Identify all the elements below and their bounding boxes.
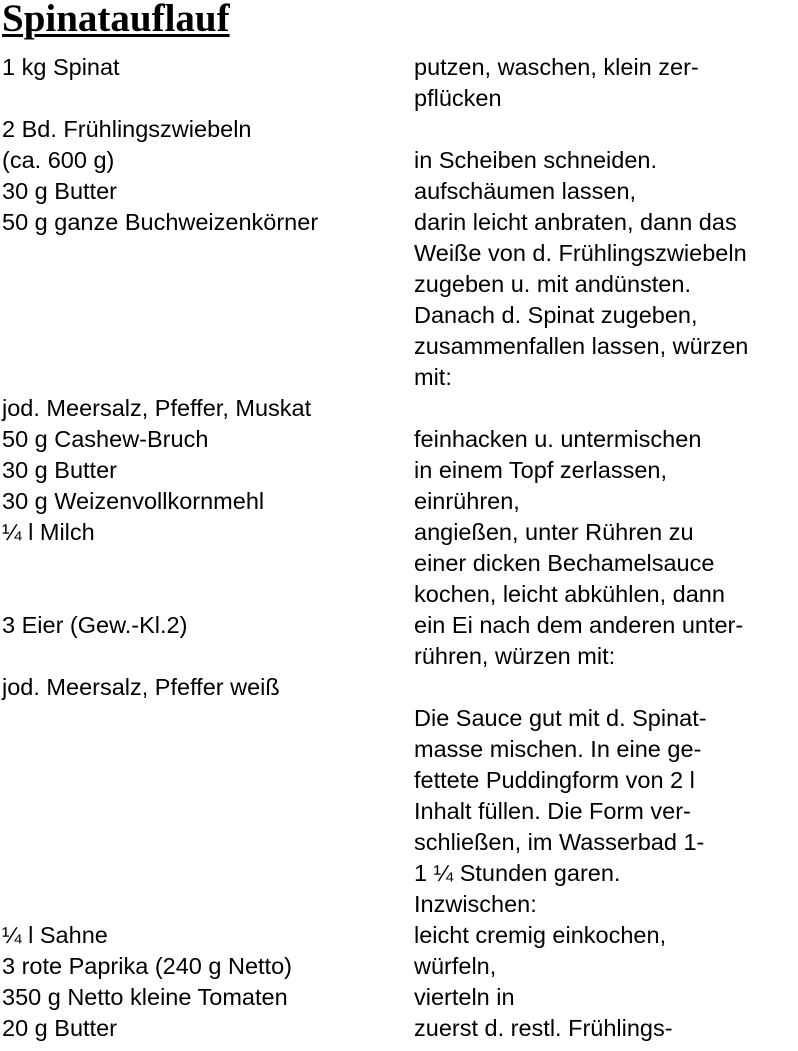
ingredient-text: jod. Meersalz, Pfeffer, Muskat — [2, 395, 312, 421]
ingredient-text: 50 g ganze Buchweizenkörner — [2, 209, 319, 235]
recipe-line — [0, 424, 798, 455]
instruction-text: 1 ¼ Stunden garen. — [414, 860, 621, 886]
recipe-line — [0, 672, 798, 703]
recipe-title: Spinatauflauf — [2, 0, 230, 40]
instruction-text: in einem Topf zerlassen, — [414, 457, 667, 483]
recipe-line — [0, 858, 798, 889]
instruction-text: in Scheiben schneiden. — [414, 147, 658, 173]
ingredient-text: 20 g Butter — [2, 1015, 117, 1041]
recipe-line — [0, 827, 798, 858]
instruction-text: leicht cremig einkochen, — [414, 922, 667, 948]
ingredient-text: 30 g Butter — [2, 178, 117, 204]
recipe-line — [0, 734, 798, 765]
instruction-text: darin leicht anbraten, dann das — [414, 209, 737, 235]
instruction-text: fettete Puddingform von 2 l — [414, 767, 695, 793]
recipe-line — [0, 300, 798, 331]
instruction-text: Danach d. Spinat zugeben, — [414, 302, 698, 328]
recipe-line — [0, 362, 798, 393]
recipe-line — [0, 176, 798, 207]
recipe-line — [0, 579, 798, 610]
instruction-text: Weiße von d. Frühlingszwiebeln — [414, 240, 747, 266]
instruction-text: feinhacken u. untermischen — [414, 426, 702, 452]
recipe-line — [0, 331, 798, 362]
recipe-line — [0, 889, 798, 920]
instruction-text: aufschäumen lassen, — [414, 178, 637, 204]
ingredient-text: 50 g Cashew-Bruch — [2, 426, 209, 452]
recipe-line — [0, 1013, 798, 1044]
ingredient-text: 3 Eier (Gew.-Kl.2) — [2, 612, 188, 638]
ingredient-text: 1 kg Spinat — [2, 54, 120, 80]
recipe-line — [0, 548, 798, 579]
instruction-text: Inhalt füllen. Die Form ver- — [414, 798, 691, 824]
recipe-line — [0, 238, 798, 269]
recipe-line — [0, 641, 798, 672]
instruction-text: ein Ei nach dem anderen unter- — [414, 612, 744, 638]
instruction-text: zugeben u. mit andünsten. — [414, 271, 691, 297]
recipe-body — [0, 52, 798, 1044]
recipe-line — [0, 765, 798, 796]
ingredient-text: 2 Bd. Frühlingszwiebeln — [2, 116, 252, 142]
instruction-text: Inzwischen: — [414, 891, 537, 917]
instruction-text: kochen, leicht abkühlen, dann — [414, 581, 725, 607]
instruction-text: masse mischen. In eine ge- — [414, 736, 702, 762]
recipe-line — [0, 703, 798, 734]
instruction-text: Die Sauce gut mit d. Spinat- — [414, 705, 707, 731]
recipe-line — [0, 455, 798, 486]
instruction-text: pflücken — [414, 85, 502, 111]
instruction-text: einrühren, — [414, 488, 520, 514]
ingredient-text: 30 g Butter — [2, 457, 117, 483]
instruction-text: zusammenfallen lassen, würzen — [414, 333, 749, 359]
ingredient-text: ¼ l Milch — [2, 519, 95, 545]
recipe-line — [0, 486, 798, 517]
recipe-line — [0, 52, 798, 83]
instruction-text: schließen, im Wasserbad 1- — [414, 829, 705, 855]
instruction-text: angießen, unter Rühren zu — [414, 519, 694, 545]
recipe-line — [0, 610, 798, 641]
ingredient-text: (ca. 600 g) — [2, 147, 115, 173]
recipe-line — [0, 207, 798, 238]
instruction-text: würfeln, — [414, 953, 497, 979]
recipe-line — [0, 83, 798, 114]
recipe-line — [0, 920, 798, 951]
recipe-line — [0, 393, 798, 424]
recipe-line — [0, 114, 798, 145]
instruction-text: vierteln in — [414, 984, 515, 1010]
recipe-line — [0, 982, 798, 1013]
recipe-line — [0, 517, 798, 548]
recipe-line — [0, 951, 798, 982]
instruction-text: rühren, würzen mit: — [414, 643, 616, 669]
instruction-text: putzen, waschen, klein zer- — [414, 54, 699, 80]
ingredient-text: 3 rote Paprika (240 g Netto) — [2, 953, 292, 979]
instruction-text: mit: — [414, 364, 452, 390]
recipe-line — [0, 269, 798, 300]
instruction-text: zuerst d. restl. Frühlings- — [414, 1015, 673, 1041]
recipe-line — [0, 796, 798, 827]
ingredient-text: 350 g Netto kleine Tomaten — [2, 984, 288, 1010]
ingredient-text: jod. Meersalz, Pfeffer weiß — [2, 674, 280, 700]
instruction-text: einer dicken Bechamelsauce — [414, 550, 715, 576]
recipe-line — [0, 145, 798, 176]
ingredient-text: ¼ l Sahne — [2, 922, 108, 948]
ingredient-text: 30 g Weizenvollkornmehl — [2, 488, 265, 514]
